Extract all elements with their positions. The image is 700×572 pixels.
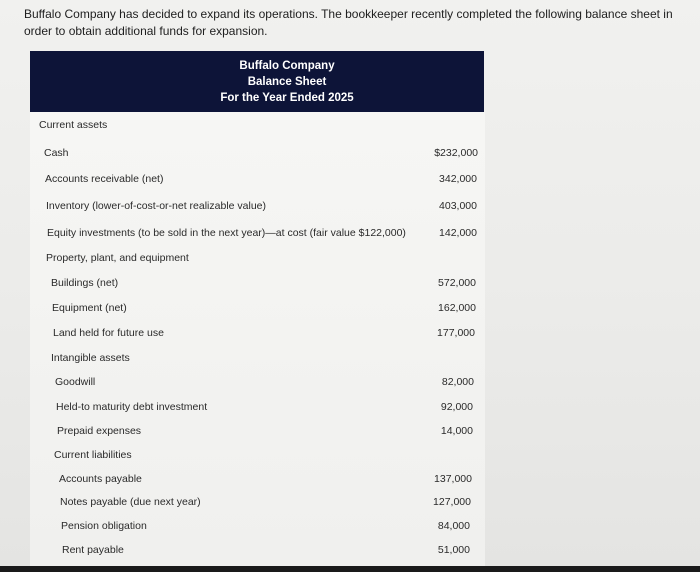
- row-amount: 51,000: [437, 544, 470, 556]
- row-amount: $232,000: [434, 147, 478, 159]
- table-row: [30, 223, 485, 243]
- company-name: Buffalo Company: [239, 60, 335, 72]
- row-amount: 142,000: [439, 227, 477, 239]
- row-label: Inventory (lower-of-cost-or-net realizable value): [46, 200, 267, 212]
- table-row: [30, 540, 485, 560]
- row-label: Land held for future use: [53, 327, 164, 339]
- row-amount: 127,000: [433, 496, 471, 508]
- table-row: [30, 298, 485, 318]
- table-row: [30, 372, 485, 392]
- table-row: [30, 397, 485, 417]
- statement-period: For the Year Ended 2025: [220, 92, 354, 104]
- row-amount: 84,000: [437, 520, 470, 532]
- row-label: Prepaid expenses: [57, 425, 142, 437]
- row-amount: 177,000: [437, 327, 475, 339]
- row-label: Current assets: [39, 119, 108, 131]
- table-row: [30, 445, 485, 465]
- table-row: [30, 469, 485, 489]
- row-amount: 403,000: [439, 200, 477, 212]
- table-row: [30, 348, 485, 368]
- balance-sheet-table: [30, 112, 485, 570]
- table-row: [30, 492, 485, 512]
- table-row: [30, 115, 485, 135]
- row-amount: 92,000: [440, 401, 473, 413]
- row-label: Cash: [44, 147, 69, 159]
- row-label: Equity investments (to be sold in the next year)—at cost (fair value $122,000): [47, 227, 406, 239]
- row-label: Held-to maturity debt investment: [56, 401, 208, 413]
- row-amount: 82,000: [441, 376, 474, 388]
- statement-title: Balance Sheet: [247, 76, 327, 88]
- row-label: Intangible assets: [51, 352, 130, 364]
- balance-sheet-header: [30, 51, 484, 112]
- table-row: [30, 196, 485, 216]
- row-label: Current liabilities: [54, 449, 132, 461]
- table-row: [30, 421, 485, 441]
- row-label: Rent payable: [62, 544, 124, 556]
- row-amount: 572,000: [438, 277, 476, 289]
- row-amount: 137,000: [434, 473, 472, 485]
- row-amount: 342,000: [439, 173, 477, 185]
- problem-intro-text: Buffalo Company has decided to expand its operations. The bookkeeper recently completed the following balance sheet in order to obtain additional funds for expansion.: [24, 7, 673, 38]
- bottom-edge: [0, 566, 700, 572]
- row-label: Buildings (net): [51, 277, 119, 289]
- table-row: [30, 516, 485, 536]
- table-row: [30, 273, 485, 293]
- row-label: Accounts receivable (net): [45, 173, 164, 185]
- table-row: [30, 248, 485, 268]
- row-label: Equipment (net): [52, 302, 127, 314]
- table-row: [30, 323, 485, 343]
- row-label: Property, plant, and equipment: [46, 252, 189, 264]
- table-row: [30, 169, 485, 189]
- table-row: [30, 143, 485, 163]
- row-label: Notes payable (due next year): [60, 496, 201, 508]
- row-amount: 162,000: [438, 302, 476, 314]
- row-label: Goodwill: [55, 376, 96, 388]
- row-amount: 14,000: [440, 425, 473, 437]
- row-label: Accounts payable: [59, 473, 142, 485]
- row-label: Pension obligation: [61, 520, 147, 532]
